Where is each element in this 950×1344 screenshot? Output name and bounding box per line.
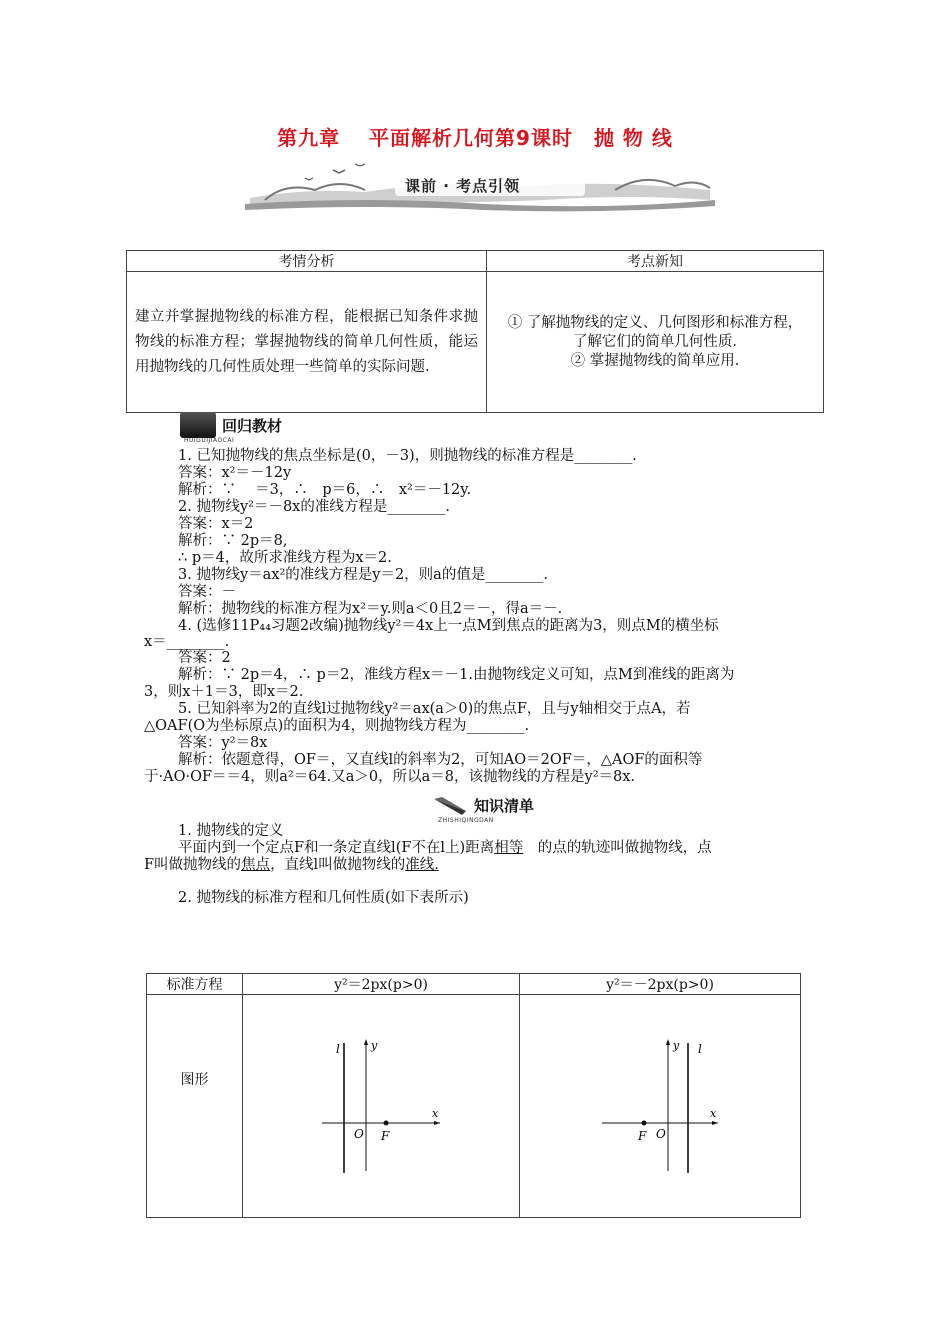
q1-question: 1. 已知抛物线的焦点坐标是(0，－3)，则抛物线的标准方程是________. [178,448,637,464]
parabola-properties-table [146,973,801,1218]
q1-analysis: 解析：∵ ＝3，∴ p＝6，∴ x²＝－12y. [178,482,472,498]
svg-text:y: y [673,1039,680,1052]
page-title: 第九章 平面解析几何第9课时 抛 物 线 [277,126,673,150]
row-label-equation: 标准方程 [147,974,243,995]
q3-analysis: 解析：抛物线的标准方程为x²＝y.则a＜0且2＝－，得a＝－. [178,601,563,617]
svg-text:l: l [336,1042,340,1056]
k2-heading: 2. 抛物线的标准方程和几何性质(如下表所示) [178,890,469,906]
q2-question: 2. 抛物线y²＝－8x的准线方程是________. [178,499,450,515]
knowledge-item-1: ① 了解抛物线的定义、几何图形和标准方程， [507,314,803,331]
knowledge-item-3: ② 掌握抛物线的简单应用. [570,352,740,369]
svg-text:x: x [432,1107,439,1120]
q4-analysis-2: 3，则x＋1＝3，即x＝2. [144,684,304,700]
svg-text:F: F [638,1129,647,1143]
q4-question-2: x＝________. [144,634,230,650]
section-heading-review: 回归教材 HUIGUIJIAOCAI [180,410,310,440]
pen-icon [432,793,468,817]
q4-analysis-1: 解析：∵ 2p＝4，∴ p＝2，准线方程x＝－1.由抛物线定义可知，点M到准线的距离为 [178,667,735,683]
q5-analysis-1: 解析：依题意得，OF＝，又直线l的斜率为2，可知AO＝2OF＝，△AOF的面积等 [178,752,703,768]
k1-text-1: 平面内到一个定点F和一条定直线l(F不在l上)距离相等 的点的轨迹叫做抛物线，点 [178,840,712,856]
q5-question-2: △OAF(O为坐标原点)的面积为4，则抛物线方程为________. [144,718,530,734]
blank-directrix: 准线. [405,857,439,873]
q1-answer: 答案：x²＝－12y [178,465,292,481]
q2-answer: 答案：x＝2 [178,516,254,532]
banner-label: 课前 · 考点引领 [405,177,521,195]
knowledge-item-2: 了解它们的简单几何性质. [572,333,738,350]
svg-text:F: F [381,1129,390,1143]
q2-analysis-2: ∴ p＝4，故所求准线方程为x＝2. [178,550,392,566]
blank-focus: 焦点 [241,857,271,873]
q5-answer: 答案：y²＝8x [178,735,268,751]
books-icon [180,412,216,438]
equation-right-opening: y²＝2px(p>0) [243,974,520,995]
svg-text:x: x [710,1107,717,1120]
col-header-analysis: 考情分析 [127,251,487,272]
parabola-graph-left [520,1031,800,1177]
q5-question-1: 5. 已知斜率为2的直线l过抛物线y²＝ax(a＞0)的焦点F，且与y轴相交于点A，若 [178,701,691,717]
q3-question: 3. 抛物线y＝ax²的准线方程是y＝2，则a的值是________. [178,567,548,583]
analysis-cell: 建立并掌握抛物线的标准方程，能根据已知条件求抛物线的标准方程；掌握抛物线的简单几何性质，能运用抛物线的几何性质处理一些简单的实际问题. [127,272,487,413]
col-header-knowledge: 考点新知 [487,251,824,272]
q5-analysis-2: 于·AO·OF＝＝4，则a²＝64.又a＞0，所以a＝8，该抛物线的方程是y²＝8x. [144,769,636,785]
q4-question-1: 4. (选修11P₄₄习题2改编)抛物线y²＝4x上一点M到焦点的距离为3，则点M的横坐标 [178,618,719,634]
q3-answer: 答案：－ [178,584,236,600]
row-label-graph: 图形 [147,995,243,1218]
knowledge-cell [487,272,824,413]
svg-text:y: y [371,1039,378,1052]
k1-heading: 1. 抛物线的定义 [178,823,284,839]
q2-analysis-1: 解析：∵ 2p＝8, [178,533,288,549]
parabola-graph-right [244,1031,518,1177]
graph-left-opening [520,995,801,1218]
section-heading-knowledge: 知识清单 ZHISHIQINGDAN [432,790,562,820]
q4-answer: 答案：2 [178,650,231,666]
graph-right-opening [243,995,520,1218]
blank-equal: 相等 [494,840,524,856]
svg-text:O: O [354,1127,364,1141]
k1-text-2: F叫做抛物线的焦点，直线l叫做抛物线的准线. [144,857,439,873]
svg-text:l: l [698,1042,702,1056]
exam-analysis-table [126,250,824,413]
svg-text:O: O [656,1127,666,1141]
equation-left-opening: y²＝－2px(p>0) [520,974,801,995]
